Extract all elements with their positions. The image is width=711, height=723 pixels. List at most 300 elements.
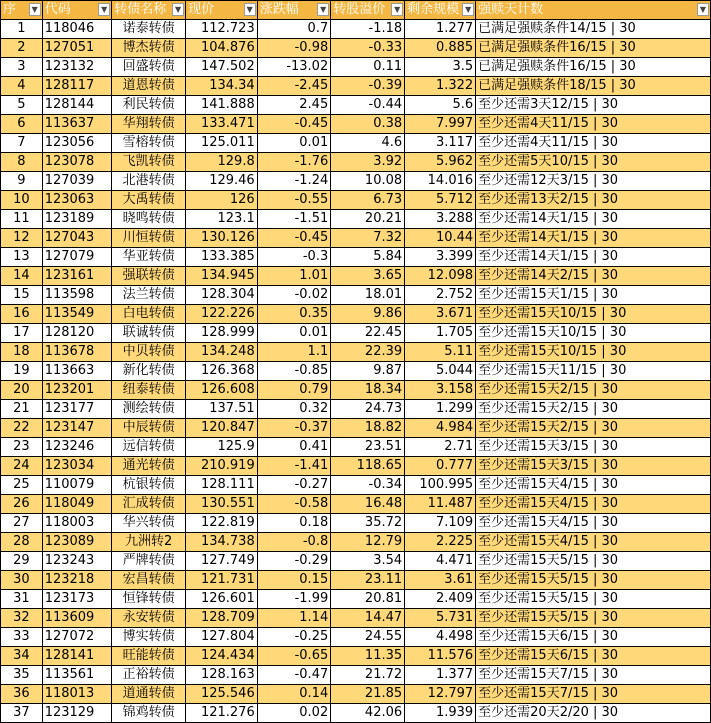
col-name-cell[interactable]: 川恒转债 bbox=[112, 229, 186, 248]
col-name-cell[interactable]: 旺能转债 bbox=[112, 647, 186, 666]
col-price-cell[interactable]: 137.51 bbox=[186, 400, 258, 419]
col-seq-cell[interactable]: 7 bbox=[1, 134, 43, 153]
table-row[interactable] bbox=[1, 172, 711, 191]
col-premium-cell[interactable]: -0.34 bbox=[331, 476, 405, 495]
col-seq-cell[interactable]: 20 bbox=[1, 381, 43, 400]
col-name-cell[interactable]: 正裕转债 bbox=[112, 666, 186, 685]
col-size-cell[interactable]: 0.777 bbox=[405, 457, 476, 476]
col-code-cell[interactable]: 113637 bbox=[42, 115, 112, 134]
col-size-cell[interactable]: 5.712 bbox=[405, 191, 476, 210]
col-premium-cell[interactable]: 4.6 bbox=[331, 134, 405, 153]
col-size-cell[interactable]: 11.487 bbox=[405, 495, 476, 514]
col-size-cell[interactable]: 1.939 bbox=[405, 704, 476, 723]
table-row[interactable] bbox=[1, 647, 711, 666]
col-seq-cell[interactable]: 9 bbox=[1, 172, 43, 191]
col-seq-cell[interactable]: 22 bbox=[1, 419, 43, 438]
col-change-cell[interactable]: 0.35 bbox=[257, 305, 331, 324]
table-row[interactable] bbox=[1, 419, 711, 438]
col-premium-cell[interactable]: 21.85 bbox=[331, 685, 405, 704]
col-price-cell[interactable]: 126.608 bbox=[186, 381, 258, 400]
col-change-cell[interactable]: 0.01 bbox=[257, 134, 331, 153]
col-redeem-count-cell[interactable]: 至少还需15天2/15 | 30 bbox=[476, 381, 711, 400]
col-premium-cell[interactable]: 24.55 bbox=[331, 628, 405, 647]
col-premium-cell[interactable]: -0.44 bbox=[331, 96, 405, 115]
col-change-cell[interactable]: -2.45 bbox=[257, 77, 331, 96]
col-seq-cell[interactable]: 28 bbox=[1, 533, 43, 552]
col-redeem-count-cell[interactable]: 至少还需15天5/15 | 30 bbox=[476, 552, 711, 571]
table-row[interactable] bbox=[1, 20, 711, 39]
col-redeem-count-cell[interactable]: 至少还需15天6/15 | 30 bbox=[476, 647, 711, 666]
col-price-cell[interactable]: 126.601 bbox=[186, 590, 258, 609]
col-price-cell[interactable]: 147.502 bbox=[186, 58, 258, 77]
col-size-cell[interactable]: 7.109 bbox=[405, 514, 476, 533]
col-seq-cell[interactable]: 32 bbox=[1, 609, 43, 628]
col-size-cell[interactable]: 14.016 bbox=[405, 172, 476, 191]
table-row[interactable] bbox=[1, 400, 711, 419]
col-redeem-count-cell[interactable]: 至少还需15天4/15 | 30 bbox=[476, 514, 711, 533]
col-seq-cell[interactable]: 3 bbox=[1, 58, 43, 77]
col-premium-cell[interactable]: 11.35 bbox=[331, 647, 405, 666]
col-name-cell[interactable]: 利民转债 bbox=[112, 96, 186, 115]
col-seq-cell[interactable]: 33 bbox=[1, 628, 43, 647]
col-premium-cell[interactable]: 22.39 bbox=[331, 343, 405, 362]
col-premium-cell[interactable]: 18.82 bbox=[331, 419, 405, 438]
table-row[interactable] bbox=[1, 286, 711, 305]
col-size-cell[interactable]: 3.5 bbox=[405, 58, 476, 77]
col-seq-cell[interactable]: 6 bbox=[1, 115, 43, 134]
col-name-cell[interactable]: 恒锋转债 bbox=[112, 590, 186, 609]
table-row[interactable] bbox=[1, 457, 711, 476]
filter-dropdown-icon[interactable]: ▼ bbox=[462, 3, 474, 16]
col-redeem-count-cell[interactable]: 至少还需4天11/15 | 30 bbox=[476, 115, 711, 134]
col-premium-cell[interactable]: 6.73 bbox=[331, 191, 405, 210]
col-redeem-count-cell[interactable]: 至少还需15天10/15 | 30 bbox=[476, 324, 711, 343]
col-change-cell[interactable]: 0.7 bbox=[257, 20, 331, 39]
col-code-cell[interactable]: 123218 bbox=[42, 571, 112, 590]
col-seq-cell[interactable]: 25 bbox=[1, 476, 43, 495]
table-row[interactable] bbox=[1, 343, 711, 362]
col-redeem-count-cell[interactable]: 至少还需15天5/15 | 30 bbox=[476, 571, 711, 590]
table-row[interactable] bbox=[1, 153, 711, 172]
col-code-cell[interactable]: 123132 bbox=[42, 58, 112, 77]
col-seq-cell[interactable]: 2 bbox=[1, 39, 43, 58]
col-premium-header[interactable] bbox=[331, 1, 405, 20]
col-redeem-count-cell[interactable]: 至少还需5天10/15 | 30 bbox=[476, 153, 711, 172]
col-change-cell[interactable]: -0.65 bbox=[257, 647, 331, 666]
table-row[interactable] bbox=[1, 590, 711, 609]
col-price-cell[interactable]: 120.847 bbox=[186, 419, 258, 438]
col-size-cell[interactable]: 3.61 bbox=[405, 571, 476, 590]
col-size-cell[interactable]: 3.158 bbox=[405, 381, 476, 400]
col-change-cell[interactable]: 0.15 bbox=[257, 571, 331, 590]
col-change-cell[interactable]: 2.45 bbox=[257, 96, 331, 115]
table-row[interactable] bbox=[1, 495, 711, 514]
col-seq-cell[interactable]: 5 bbox=[1, 96, 43, 115]
col-premium-cell[interactable]: 3.92 bbox=[331, 153, 405, 172]
col-name-cell[interactable]: 道恩转债 bbox=[112, 77, 186, 96]
col-price-header[interactable] bbox=[186, 1, 258, 20]
col-redeem-count-cell[interactable]: 至少还需15天4/15 | 30 bbox=[476, 533, 711, 552]
col-premium-cell[interactable]: 22.45 bbox=[331, 324, 405, 343]
col-name-cell[interactable]: 永安转债 bbox=[112, 609, 186, 628]
col-code-cell[interactable]: 123147 bbox=[42, 419, 112, 438]
col-premium-cell[interactable]: 14.47 bbox=[331, 609, 405, 628]
table-row[interactable] bbox=[1, 58, 711, 77]
col-redeem-count-cell[interactable]: 至少还需14天1/15 | 30 bbox=[476, 248, 711, 267]
col-name-cell[interactable]: 中辰转债 bbox=[112, 419, 186, 438]
filter-dropdown-icon[interactable]: ▼ bbox=[172, 3, 184, 16]
col-name-cell[interactable]: 宏昌转债 bbox=[112, 571, 186, 590]
table-row[interactable] bbox=[1, 666, 711, 685]
col-size-cell[interactable]: 0.885 bbox=[405, 39, 476, 58]
filter-dropdown-icon[interactable]: ▼ bbox=[98, 3, 110, 16]
col-size-cell[interactable]: 4.471 bbox=[405, 552, 476, 571]
col-size-cell[interactable]: 7.997 bbox=[405, 115, 476, 134]
col-redeem-count-cell[interactable]: 至少还需15天3/15 | 30 bbox=[476, 457, 711, 476]
col-price-cell[interactable]: 133.471 bbox=[186, 115, 258, 134]
col-name-cell[interactable]: 九洲转2 bbox=[112, 533, 186, 552]
col-premium-cell[interactable]: 21.72 bbox=[331, 666, 405, 685]
filter-dropdown-icon[interactable]: ▼ bbox=[391, 3, 403, 16]
col-redeem-count-cell[interactable]: 至少还需15天6/15 | 30 bbox=[476, 628, 711, 647]
col-size-cell[interactable]: 3.288 bbox=[405, 210, 476, 229]
col-change-cell[interactable]: -0.8 bbox=[257, 533, 331, 552]
col-name-cell[interactable]: 华兴转债 bbox=[112, 514, 186, 533]
col-price-cell[interactable]: 122.226 bbox=[186, 305, 258, 324]
col-code-cell[interactable]: 123129 bbox=[42, 704, 112, 723]
col-premium-cell[interactable]: 18.34 bbox=[331, 381, 405, 400]
col-seq-cell[interactable]: 17 bbox=[1, 324, 43, 343]
col-premium-cell[interactable]: 20.21 bbox=[331, 210, 405, 229]
col-size-cell[interactable]: 1.705 bbox=[405, 324, 476, 343]
col-code-cell[interactable]: 128141 bbox=[42, 647, 112, 666]
col-change-cell[interactable]: 1.01 bbox=[257, 267, 331, 286]
col-price-cell[interactable]: 122.819 bbox=[186, 514, 258, 533]
col-seq-cell[interactable]: 37 bbox=[1, 704, 43, 723]
col-change-cell[interactable]: -0.29 bbox=[257, 552, 331, 571]
col-seq-cell[interactable]: 27 bbox=[1, 514, 43, 533]
col-redeem-count-cell[interactable]: 至少还需15天4/15 | 30 bbox=[476, 476, 711, 495]
col-redeem-count-cell[interactable]: 至少还需15天11/15 | 30 bbox=[476, 362, 711, 381]
table-row[interactable] bbox=[1, 305, 711, 324]
col-premium-cell[interactable]: 10.08 bbox=[331, 172, 405, 191]
col-price-cell[interactable]: 126.368 bbox=[186, 362, 258, 381]
col-size-cell[interactable]: 5.6 bbox=[405, 96, 476, 115]
col-name-cell[interactable]: 强联转债 bbox=[112, 267, 186, 286]
col-code-cell[interactable]: 123089 bbox=[42, 533, 112, 552]
col-redeem-count-cell[interactable]: 至少还需14天2/15 | 30 bbox=[476, 267, 711, 286]
col-price-cell[interactable]: 125.9 bbox=[186, 438, 258, 457]
col-change-cell[interactable]: 0.14 bbox=[257, 685, 331, 704]
col-seq-cell[interactable]: 8 bbox=[1, 153, 43, 172]
col-name-cell[interactable]: 飞凯转债 bbox=[112, 153, 186, 172]
col-redeem-count-cell[interactable]: 至少还需15天5/15 | 30 bbox=[476, 590, 711, 609]
table-row[interactable] bbox=[1, 96, 711, 115]
col-premium-cell[interactable]: 3.54 bbox=[331, 552, 405, 571]
filter-dropdown-icon[interactable]: ▼ bbox=[317, 3, 329, 16]
col-code-cell[interactable]: 123246 bbox=[42, 438, 112, 457]
col-price-cell[interactable]: 126 bbox=[186, 191, 258, 210]
col-price-cell[interactable]: 130.551 bbox=[186, 495, 258, 514]
col-name-cell[interactable]: 诺泰转债 bbox=[112, 20, 186, 39]
col-premium-cell[interactable]: 12.79 bbox=[331, 533, 405, 552]
col-change-cell[interactable]: -0.58 bbox=[257, 495, 331, 514]
col-change-cell[interactable]: -13.02 bbox=[257, 58, 331, 77]
col-change-cell[interactable]: -1.51 bbox=[257, 210, 331, 229]
col-seq-cell[interactable]: 12 bbox=[1, 229, 43, 248]
col-size-cell[interactable]: 5.962 bbox=[405, 153, 476, 172]
col-seq-cell[interactable]: 26 bbox=[1, 495, 43, 514]
col-code-cell[interactable]: 127043 bbox=[42, 229, 112, 248]
col-name-cell[interactable]: 博实转债 bbox=[112, 628, 186, 647]
col-redeem-count-cell[interactable]: 至少还需15天10/15 | 30 bbox=[476, 305, 711, 324]
col-price-cell[interactable]: 104.876 bbox=[186, 39, 258, 58]
col-seq-cell[interactable]: 10 bbox=[1, 191, 43, 210]
col-redeem-count-cell[interactable]: 至少还需15天3/15 | 30 bbox=[476, 438, 711, 457]
col-code-cell[interactable]: 118013 bbox=[42, 685, 112, 704]
col-redeem-count-cell[interactable]: 已满足强赎条件18/15 | 30 bbox=[476, 77, 711, 96]
col-price-cell[interactable]: 134.945 bbox=[186, 267, 258, 286]
col-price-cell[interactable]: 134.738 bbox=[186, 533, 258, 552]
col-redeem-count-cell[interactable]: 至少还需15天2/15 | 30 bbox=[476, 419, 711, 438]
col-size-cell[interactable]: 1.277 bbox=[405, 20, 476, 39]
col-premium-cell[interactable]: 18.01 bbox=[331, 286, 405, 305]
col-redeem-count-cell[interactable]: 至少还需12天3/15 | 30 bbox=[476, 172, 711, 191]
col-size-cell[interactable]: 3.671 bbox=[405, 305, 476, 324]
col-seq-cell[interactable]: 34 bbox=[1, 647, 43, 666]
col-code-cell[interactable]: 123063 bbox=[42, 191, 112, 210]
col-price-cell[interactable]: 128.111 bbox=[186, 476, 258, 495]
table-row[interactable] bbox=[1, 533, 711, 552]
col-price-cell[interactable]: 121.731 bbox=[186, 571, 258, 590]
col-size-cell[interactable]: 5.731 bbox=[405, 609, 476, 628]
col-code-cell[interactable]: 128117 bbox=[42, 77, 112, 96]
col-price-cell[interactable]: 210.919 bbox=[186, 457, 258, 476]
col-code-cell[interactable]: 113598 bbox=[42, 286, 112, 305]
col-code-cell[interactable]: 123177 bbox=[42, 400, 112, 419]
col-name-cell[interactable]: 法兰转债 bbox=[112, 286, 186, 305]
col-change-cell[interactable]: 0.18 bbox=[257, 514, 331, 533]
col-premium-cell[interactable]: 20.81 bbox=[331, 590, 405, 609]
col-premium-cell[interactable]: 24.73 bbox=[331, 400, 405, 419]
col-price-cell[interactable]: 130.126 bbox=[186, 229, 258, 248]
col-code-cell[interactable]: 110079 bbox=[42, 476, 112, 495]
col-price-cell[interactable]: 123.1 bbox=[186, 210, 258, 229]
filter-dropdown-icon[interactable]: ▼ bbox=[697, 3, 709, 16]
col-change-cell[interactable]: 1.1 bbox=[257, 343, 331, 362]
col-premium-cell[interactable]: 35.72 bbox=[331, 514, 405, 533]
col-price-cell[interactable]: 134.248 bbox=[186, 343, 258, 362]
col-code-cell[interactable]: 118049 bbox=[42, 495, 112, 514]
col-code-cell[interactable]: 123161 bbox=[42, 267, 112, 286]
col-code-cell[interactable]: 113663 bbox=[42, 362, 112, 381]
table-row[interactable] bbox=[1, 267, 711, 286]
col-redeem-count-cell[interactable]: 至少还需14天1/15 | 30 bbox=[476, 210, 711, 229]
col-change-cell[interactable]: -1.76 bbox=[257, 153, 331, 172]
table-row[interactable] bbox=[1, 685, 711, 704]
col-code-cell[interactable]: 128120 bbox=[42, 324, 112, 343]
col-size-cell[interactable]: 10.44 bbox=[405, 229, 476, 248]
table-row[interactable] bbox=[1, 609, 711, 628]
col-redeem-count-cell[interactable]: 至少还需15天10/15 | 30 bbox=[476, 343, 711, 362]
col-premium-cell[interactable]: 5.84 bbox=[331, 248, 405, 267]
col-name-cell[interactable]: 远信转债 bbox=[112, 438, 186, 457]
col-name-cell[interactable]: 锦鸡转债 bbox=[112, 704, 186, 723]
col-seq-cell[interactable]: 16 bbox=[1, 305, 43, 324]
col-name-cell[interactable]: 纽泰转债 bbox=[112, 381, 186, 400]
col-seq-cell[interactable]: 19 bbox=[1, 362, 43, 381]
table-row[interactable] bbox=[1, 552, 711, 571]
col-name-cell[interactable]: 雪榕转债 bbox=[112, 134, 186, 153]
table-row[interactable] bbox=[1, 571, 711, 590]
col-redeem-count-cell[interactable]: 至少还需14天1/15 | 30 bbox=[476, 229, 711, 248]
col-name-cell[interactable]: 道通转债 bbox=[112, 685, 186, 704]
col-name-cell[interactable]: 新化转债 bbox=[112, 362, 186, 381]
table-row[interactable] bbox=[1, 39, 711, 58]
col-premium-cell[interactable]: 23.11 bbox=[331, 571, 405, 590]
col-redeem-count-cell[interactable]: 已满足强赎条件16/15 | 30 bbox=[476, 39, 711, 58]
col-price-cell[interactable]: 112.723 bbox=[186, 20, 258, 39]
col-redeem-count-cell[interactable]: 至少还需4天11/15 | 30 bbox=[476, 134, 711, 153]
col-name-cell[interactable]: 通光转债 bbox=[112, 457, 186, 476]
col-redeem-count-cell[interactable]: 至少还需15天4/15 | 30 bbox=[476, 495, 711, 514]
col-name-cell[interactable]: 汇成转债 bbox=[112, 495, 186, 514]
table-row[interactable] bbox=[1, 115, 711, 134]
col-price-cell[interactable]: 129.8 bbox=[186, 153, 258, 172]
col-price-cell[interactable]: 129.46 bbox=[186, 172, 258, 191]
col-change-cell[interactable]: -1.24 bbox=[257, 172, 331, 191]
col-redeem-count-cell[interactable]: 至少还需15天7/15 | 30 bbox=[476, 685, 711, 704]
col-redeem-count-header[interactable] bbox=[476, 1, 711, 20]
col-change-cell[interactable]: -0.85 bbox=[257, 362, 331, 381]
col-seq-cell[interactable]: 15 bbox=[1, 286, 43, 305]
col-seq-cell[interactable]: 35 bbox=[1, 666, 43, 685]
col-premium-cell[interactable]: -1.18 bbox=[331, 20, 405, 39]
col-seq-cell[interactable]: 1 bbox=[1, 20, 43, 39]
col-change-cell[interactable]: -0.25 bbox=[257, 628, 331, 647]
col-size-cell[interactable]: 2.409 bbox=[405, 590, 476, 609]
col-size-cell[interactable]: 5.11 bbox=[405, 343, 476, 362]
col-change-header[interactable] bbox=[257, 1, 331, 20]
col-name-cell[interactable]: 大禹转债 bbox=[112, 191, 186, 210]
col-seq-cell[interactable]: 23 bbox=[1, 438, 43, 457]
col-code-cell[interactable]: 113549 bbox=[42, 305, 112, 324]
col-redeem-count-cell[interactable]: 至少还需20天2/20 | 30 bbox=[476, 704, 711, 723]
col-change-cell[interactable]: -0.37 bbox=[257, 419, 331, 438]
col-code-cell[interactable]: 128144 bbox=[42, 96, 112, 115]
col-size-cell[interactable]: 4.984 bbox=[405, 419, 476, 438]
col-name-cell[interactable]: 博杰转债 bbox=[112, 39, 186, 58]
table-row[interactable] bbox=[1, 248, 711, 267]
col-price-cell[interactable]: 128.999 bbox=[186, 324, 258, 343]
col-seq-cell[interactable]: 13 bbox=[1, 248, 43, 267]
col-price-cell[interactable]: 128.304 bbox=[186, 286, 258, 305]
col-name-cell[interactable]: 白电转债 bbox=[112, 305, 186, 324]
col-change-cell[interactable]: -0.3 bbox=[257, 248, 331, 267]
table-row[interactable] bbox=[1, 77, 711, 96]
col-name-header[interactable] bbox=[112, 1, 186, 20]
col-change-cell[interactable]: -0.27 bbox=[257, 476, 331, 495]
col-price-cell[interactable]: 134.34 bbox=[186, 77, 258, 96]
col-size-cell[interactable]: 2.71 bbox=[405, 438, 476, 457]
col-code-cell[interactable]: 123201 bbox=[42, 381, 112, 400]
filter-dropdown-icon[interactable]: ▼ bbox=[29, 3, 41, 16]
col-price-cell[interactable]: 125.546 bbox=[186, 685, 258, 704]
col-size-header[interactable] bbox=[405, 1, 476, 20]
col-size-cell[interactable]: 1.322 bbox=[405, 77, 476, 96]
col-code-cell[interactable]: 127051 bbox=[42, 39, 112, 58]
col-seq-header[interactable] bbox=[1, 1, 43, 20]
col-code-cell[interactable]: 127079 bbox=[42, 248, 112, 267]
col-name-cell[interactable]: 中贝转债 bbox=[112, 343, 186, 362]
col-redeem-count-cell[interactable]: 至少还需15天1/15 | 30 bbox=[476, 286, 711, 305]
col-size-cell[interactable]: 4.498 bbox=[405, 628, 476, 647]
col-seq-cell[interactable]: 29 bbox=[1, 552, 43, 571]
col-change-cell[interactable]: -0.47 bbox=[257, 666, 331, 685]
col-size-cell[interactable]: 12.098 bbox=[405, 267, 476, 286]
col-size-cell[interactable]: 2.752 bbox=[405, 286, 476, 305]
col-premium-cell[interactable]: -0.39 bbox=[331, 77, 405, 96]
col-change-cell[interactable]: 0.02 bbox=[257, 704, 331, 723]
col-change-cell[interactable]: -0.55 bbox=[257, 191, 331, 210]
col-size-cell[interactable]: 1.299 bbox=[405, 400, 476, 419]
col-name-cell[interactable]: 华亚转债 bbox=[112, 248, 186, 267]
col-code-cell[interactable]: 127072 bbox=[42, 628, 112, 647]
col-price-cell[interactable]: 127.804 bbox=[186, 628, 258, 647]
col-change-cell[interactable]: 0.01 bbox=[257, 324, 331, 343]
col-premium-cell[interactable]: 9.87 bbox=[331, 362, 405, 381]
col-seq-cell[interactable]: 11 bbox=[1, 210, 43, 229]
col-code-header[interactable] bbox=[42, 1, 112, 20]
col-name-cell[interactable]: 北港转债 bbox=[112, 172, 186, 191]
col-size-cell[interactable]: 1.377 bbox=[405, 666, 476, 685]
table-row[interactable] bbox=[1, 191, 711, 210]
col-name-cell[interactable]: 杭银转债 bbox=[112, 476, 186, 495]
col-code-cell[interactable]: 123078 bbox=[42, 153, 112, 172]
table-row[interactable] bbox=[1, 229, 711, 248]
col-size-cell[interactable]: 12.797 bbox=[405, 685, 476, 704]
col-code-cell[interactable]: 123189 bbox=[42, 210, 112, 229]
col-premium-cell[interactable]: 23.51 bbox=[331, 438, 405, 457]
col-seq-cell[interactable]: 36 bbox=[1, 685, 43, 704]
col-premium-cell[interactable]: 118.65 bbox=[331, 457, 405, 476]
col-price-cell[interactable]: 125.011 bbox=[186, 134, 258, 153]
col-change-cell[interactable]: 1.14 bbox=[257, 609, 331, 628]
col-name-cell[interactable]: 联诚转债 bbox=[112, 324, 186, 343]
col-seq-cell[interactable]: 4 bbox=[1, 77, 43, 96]
col-size-cell[interactable]: 100.995 bbox=[405, 476, 476, 495]
table-row[interactable] bbox=[1, 134, 711, 153]
col-code-cell[interactable]: 113561 bbox=[42, 666, 112, 685]
col-code-cell[interactable]: 123034 bbox=[42, 457, 112, 476]
col-change-cell[interactable]: -1.41 bbox=[257, 457, 331, 476]
col-name-cell[interactable]: 测绘转债 bbox=[112, 400, 186, 419]
col-seq-cell[interactable]: 18 bbox=[1, 343, 43, 362]
col-change-cell[interactable]: 0.41 bbox=[257, 438, 331, 457]
col-code-cell[interactable]: 123056 bbox=[42, 134, 112, 153]
col-name-cell[interactable]: 严牌转债 bbox=[112, 552, 186, 571]
table-row[interactable] bbox=[1, 704, 711, 723]
col-size-cell[interactable]: 3.399 bbox=[405, 248, 476, 267]
col-redeem-count-cell[interactable]: 已满足强赎条件14/15 | 30 bbox=[476, 20, 711, 39]
col-code-cell[interactable]: 113678 bbox=[42, 343, 112, 362]
col-redeem-count-cell[interactable]: 至少还需15天7/15 | 30 bbox=[476, 666, 711, 685]
filter-dropdown-icon[interactable]: ▼ bbox=[244, 3, 256, 16]
col-price-cell[interactable]: 121.276 bbox=[186, 704, 258, 723]
table-row[interactable] bbox=[1, 438, 711, 457]
col-premium-cell[interactable]: 3.65 bbox=[331, 267, 405, 286]
col-price-cell[interactable]: 141.888 bbox=[186, 96, 258, 115]
